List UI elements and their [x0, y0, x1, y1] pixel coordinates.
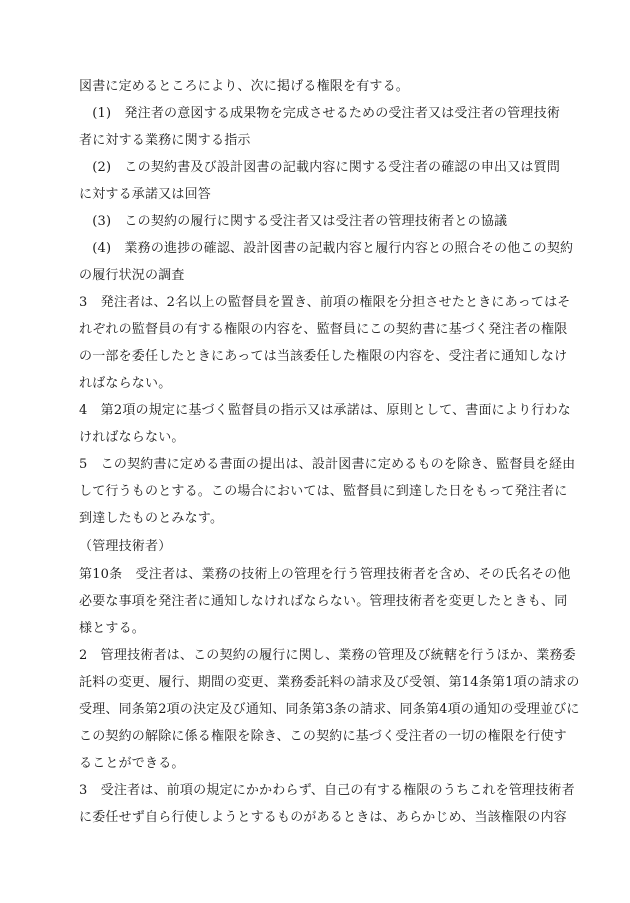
text-line: 4 第2項の規定に基づく監督員の指示又は承諾は、原則として、書面により行わな — [79, 403, 571, 418]
text-line: れぞれの監督員の有する権限の内容を、監督員にこの契約書に基づく発注者の権限 — [79, 322, 568, 337]
text-line: 受理、同条第2項の決定及び通知、同条第3条の請求、同条第4項の通知の受理並びに — [79, 702, 580, 717]
text-line: (2) この契約書及び設計図書の記載内容に関する受注者の確認の申出又は質問 — [79, 160, 561, 175]
text-line: 5 この契約書に定める書面の提出は、設計図書に定めるものを除き、監督員を経由 — [79, 457, 576, 472]
text-line: 託料の変更、履行、期間の変更、業務委託料の請求及び受領、第14条第1項の請求の — [79, 675, 580, 690]
text-line: の一部を委任したときにあっては当該委任した権限の内容を、受注者に通知しなけ — [79, 349, 568, 364]
text-line: に委任せず自ら行使しようとするものがあるときは、あらかじめ、当該権限の内容 — [79, 810, 567, 825]
text-line: ればならない。 — [79, 376, 172, 391]
text-line: の履行状況の調査 — [79, 268, 185, 283]
text-line: 3 発注者は、2名以上の監督員を置き、前項の権限を分担させたときにあってはそ — [79, 295, 571, 310]
text-line: に対する承諾又は回答 — [79, 187, 212, 202]
text-line: (4) 業務の進捗の確認、設計図書の記載内容と履行内容との照合その他この契約 — [79, 241, 574, 256]
text-line: この契約の解除に係る権限を除き、この契約に基づく受注者の一切の権限を行使す — [79, 729, 567, 744]
text-line: して行うものとする。この場合においては、監督員に到達した日をもって発注者に — [79, 484, 568, 499]
text-line: 到達したものとみなす。 — [79, 511, 224, 526]
text-line: 3 受注者は、前項の規定にかかわらず、自己の有する権限のうちこれを管理技術者 — [79, 783, 575, 798]
text-line: (1) 発注者の意図する成果物を完成させるための受注者又は受注者の管理技術 — [79, 106, 561, 121]
text-line: ければならない。 — [79, 430, 185, 445]
text-line: 2 管理技術者は、この契約の履行に関し、業務の管理及び統轄を行うほか、業務委 — [79, 648, 576, 663]
text-line: 第10条 受注者は、業務の技術上の管理を行う管理技術者を含め、その氏名その他 — [79, 567, 571, 582]
text-line: 者に対する業務に関する指示 — [79, 133, 251, 148]
section-heading: （管理技術者） — [79, 539, 172, 554]
text-line: 必要な事項を発注者に通知しなければならない。管理技術者を変更したときも、同 — [79, 594, 568, 609]
text-line: ることができる。 — [79, 756, 185, 771]
text-line: 図書に定めるところにより、次に掲げる権限を有する。 — [79, 79, 410, 94]
text-line: 様とする。 — [79, 621, 146, 636]
text-line: (3) この契約の履行に関する受注者又は受注者の管理技術者との協議 — [79, 214, 508, 229]
